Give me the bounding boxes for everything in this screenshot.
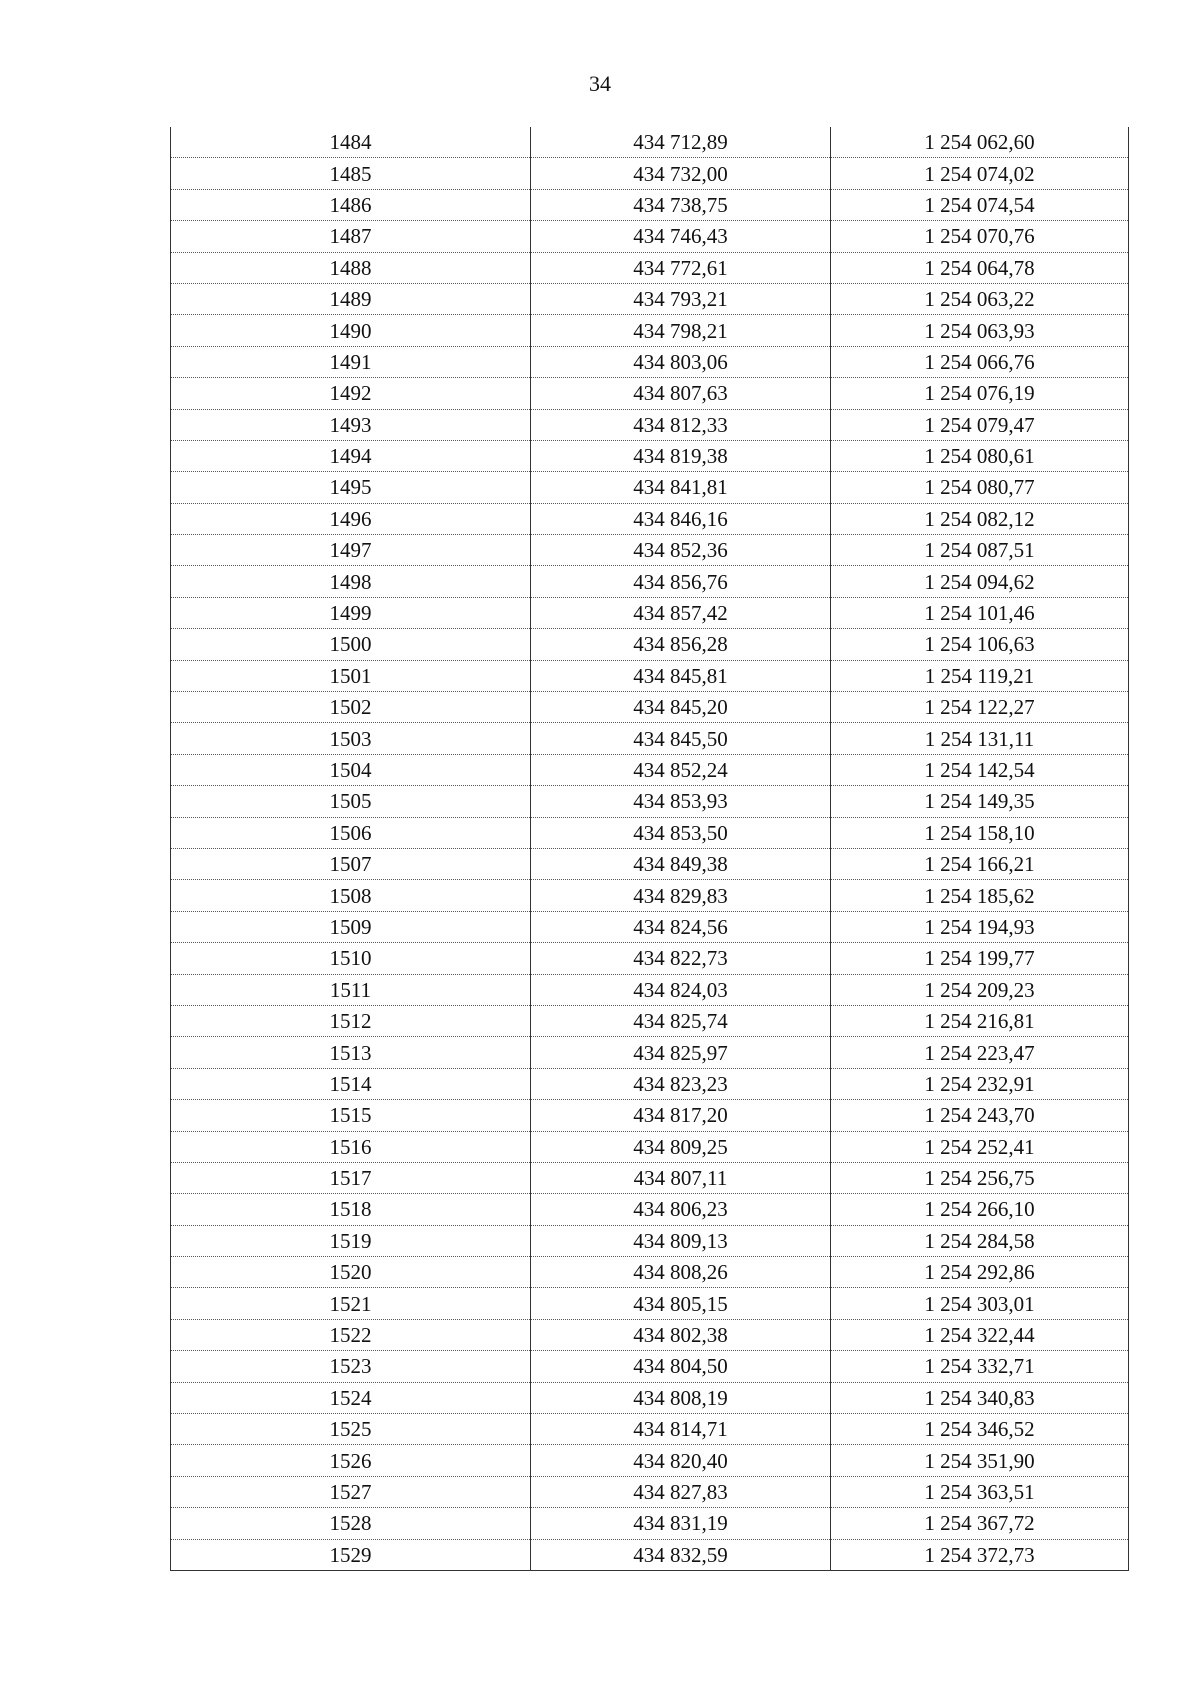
point-number-cell: 1495 <box>171 472 531 503</box>
point-number-cell: 1485 <box>171 158 531 189</box>
x-coordinate-cell: 434 820,40 <box>531 1445 831 1476</box>
x-coordinate-cell: 434 746,43 <box>531 221 831 252</box>
table-row <box>171 911 1129 942</box>
table-row <box>171 880 1129 911</box>
table-row <box>171 503 1129 534</box>
point-number-cell: 1499 <box>171 597 531 628</box>
x-coordinate-cell: 434 738,75 <box>531 189 831 220</box>
table-row <box>171 786 1129 817</box>
table-row <box>171 315 1129 346</box>
x-coordinate-cell: 434 829,83 <box>531 880 831 911</box>
y-coordinate-cell: 1 254 076,19 <box>831 378 1129 409</box>
point-number-cell: 1503 <box>171 723 531 754</box>
y-coordinate-cell: 1 254 106,63 <box>831 629 1129 660</box>
y-coordinate-cell: 1 254 332,71 <box>831 1351 1129 1382</box>
x-coordinate-cell: 434 732,00 <box>531 158 831 189</box>
table-row <box>171 409 1129 440</box>
table-row <box>171 472 1129 503</box>
point-number-cell: 1515 <box>171 1100 531 1131</box>
y-coordinate-cell: 1 254 372,73 <box>831 1539 1129 1570</box>
y-coordinate-cell: 1 254 070,76 <box>831 221 1129 252</box>
point-number-cell: 1508 <box>171 880 531 911</box>
x-coordinate-cell: 434 808,26 <box>531 1257 831 1288</box>
y-coordinate-cell: 1 254 158,10 <box>831 817 1129 848</box>
y-coordinate-cell: 1 254 079,47 <box>831 409 1129 440</box>
y-coordinate-cell: 1 254 243,70 <box>831 1100 1129 1131</box>
x-coordinate-cell: 434 845,50 <box>531 723 831 754</box>
point-number-cell: 1510 <box>171 943 531 974</box>
x-coordinate-cell: 434 841,81 <box>531 472 831 503</box>
y-coordinate-cell: 1 254 209,23 <box>831 974 1129 1005</box>
x-coordinate-cell: 434 845,20 <box>531 692 831 723</box>
x-coordinate-cell: 434 846,16 <box>531 503 831 534</box>
point-number-cell: 1520 <box>171 1257 531 1288</box>
table-row <box>171 158 1129 189</box>
table-row <box>171 1351 1129 1382</box>
table-row <box>171 1037 1129 1068</box>
table-row <box>171 1005 1129 1036</box>
x-coordinate-cell: 434 803,06 <box>531 346 831 377</box>
y-coordinate-cell: 1 254 223,47 <box>831 1037 1129 1068</box>
x-coordinate-cell: 434 819,38 <box>531 440 831 471</box>
point-number-cell: 1505 <box>171 786 531 817</box>
point-number-cell: 1493 <box>171 409 531 440</box>
point-number-cell: 1502 <box>171 692 531 723</box>
table-row <box>171 629 1129 660</box>
point-number-cell: 1507 <box>171 848 531 879</box>
point-number-cell: 1529 <box>171 1539 531 1570</box>
y-coordinate-cell: 1 254 216,81 <box>831 1005 1129 1036</box>
y-coordinate-cell: 1 254 080,77 <box>831 472 1129 503</box>
point-number-cell: 1498 <box>171 566 531 597</box>
y-coordinate-cell: 1 254 101,46 <box>831 597 1129 628</box>
y-coordinate-cell: 1 254 080,61 <box>831 440 1129 471</box>
point-number-cell: 1494 <box>171 440 531 471</box>
point-number-cell: 1489 <box>171 283 531 314</box>
point-number-cell: 1528 <box>171 1508 531 1539</box>
x-coordinate-cell: 434 806,23 <box>531 1194 831 1225</box>
x-coordinate-cell: 434 807,11 <box>531 1162 831 1193</box>
y-coordinate-cell: 1 254 094,62 <box>831 566 1129 597</box>
y-coordinate-cell: 1 254 064,78 <box>831 252 1129 283</box>
table-row <box>171 252 1129 283</box>
y-coordinate-cell: 1 254 346,52 <box>831 1414 1129 1445</box>
table-row <box>171 660 1129 691</box>
point-number-cell: 1523 <box>171 1351 531 1382</box>
table-row <box>171 1225 1129 1256</box>
y-coordinate-cell: 1 254 074,54 <box>831 189 1129 220</box>
table-row <box>171 1194 1129 1225</box>
y-coordinate-cell: 1 254 119,21 <box>831 660 1129 691</box>
table-row <box>171 692 1129 723</box>
table-row <box>171 597 1129 628</box>
point-number-cell: 1490 <box>171 315 531 346</box>
point-number-cell: 1521 <box>171 1288 531 1319</box>
table-row <box>171 943 1129 974</box>
x-coordinate-cell: 434 852,36 <box>531 535 831 566</box>
x-coordinate-cell: 434 822,73 <box>531 943 831 974</box>
y-coordinate-cell: 1 254 256,75 <box>831 1162 1129 1193</box>
table-row <box>171 440 1129 471</box>
point-number-cell: 1522 <box>171 1319 531 1350</box>
table-row <box>171 1100 1129 1131</box>
x-coordinate-cell: 434 805,15 <box>531 1288 831 1319</box>
y-coordinate-cell: 1 254 063,93 <box>831 315 1129 346</box>
y-coordinate-cell: 1 254 074,02 <box>831 158 1129 189</box>
table-row <box>171 378 1129 409</box>
point-number-cell: 1497 <box>171 535 531 566</box>
x-coordinate-cell: 434 809,25 <box>531 1131 831 1162</box>
x-coordinate-cell: 434 853,50 <box>531 817 831 848</box>
page-number: 34 <box>589 71 611 96</box>
point-number-cell: 1486 <box>171 189 531 220</box>
x-coordinate-cell: 434 802,38 <box>531 1319 831 1350</box>
coordinates-table <box>170 127 1129 1571</box>
point-number-cell: 1516 <box>171 1131 531 1162</box>
x-coordinate-cell: 434 824,56 <box>531 911 831 942</box>
y-coordinate-cell: 1 254 199,77 <box>831 943 1129 974</box>
table-row <box>171 566 1129 597</box>
y-coordinate-cell: 1 254 194,93 <box>831 911 1129 942</box>
point-number-cell: 1487 <box>171 221 531 252</box>
y-coordinate-cell: 1 254 232,91 <box>831 1068 1129 1099</box>
point-number-cell: 1496 <box>171 503 531 534</box>
table-row <box>171 754 1129 785</box>
y-coordinate-cell: 1 254 122,27 <box>831 692 1129 723</box>
x-coordinate-cell: 434 812,33 <box>531 409 831 440</box>
point-number-cell: 1506 <box>171 817 531 848</box>
y-coordinate-cell: 1 254 149,35 <box>831 786 1129 817</box>
point-number-cell: 1491 <box>171 346 531 377</box>
table-row <box>171 1476 1129 1507</box>
x-coordinate-cell: 434 825,97 <box>531 1037 831 1068</box>
x-coordinate-cell: 434 808,19 <box>531 1382 831 1413</box>
x-coordinate-cell: 434 825,74 <box>531 1005 831 1036</box>
x-coordinate-cell: 434 827,83 <box>531 1476 831 1507</box>
table-row <box>171 1414 1129 1445</box>
point-number-cell: 1517 <box>171 1162 531 1193</box>
table-row <box>171 221 1129 252</box>
point-number-cell: 1488 <box>171 252 531 283</box>
table-row <box>171 1445 1129 1476</box>
x-coordinate-cell: 434 798,21 <box>531 315 831 346</box>
table-row <box>171 848 1129 879</box>
coordinates-table-body <box>171 127 1129 1570</box>
x-coordinate-cell: 434 793,21 <box>531 283 831 314</box>
y-coordinate-cell: 1 254 284,58 <box>831 1225 1129 1256</box>
y-coordinate-cell: 1 254 062,60 <box>831 127 1129 158</box>
x-coordinate-cell: 434 814,71 <box>531 1414 831 1445</box>
x-coordinate-cell: 434 824,03 <box>531 974 831 1005</box>
point-number-cell: 1513 <box>171 1037 531 1068</box>
y-coordinate-cell: 1 254 322,44 <box>831 1319 1129 1350</box>
y-coordinate-cell: 1 254 252,41 <box>831 1131 1129 1162</box>
y-coordinate-cell: 1 254 082,12 <box>831 503 1129 534</box>
y-coordinate-cell: 1 254 066,76 <box>831 346 1129 377</box>
y-coordinate-cell: 1 254 303,01 <box>831 1288 1129 1319</box>
x-coordinate-cell: 434 832,59 <box>531 1539 831 1570</box>
table-row <box>171 817 1129 848</box>
table-row <box>171 1382 1129 1413</box>
x-coordinate-cell: 434 857,42 <box>531 597 831 628</box>
point-number-cell: 1500 <box>171 629 531 660</box>
x-coordinate-cell: 434 772,61 <box>531 252 831 283</box>
table-row <box>171 189 1129 220</box>
point-number-cell: 1504 <box>171 754 531 785</box>
table-row <box>171 974 1129 1005</box>
table-row <box>171 1162 1129 1193</box>
x-coordinate-cell: 434 809,13 <box>531 1225 831 1256</box>
table-row <box>171 1257 1129 1288</box>
point-number-cell: 1524 <box>171 1382 531 1413</box>
x-coordinate-cell: 434 831,19 <box>531 1508 831 1539</box>
table-row <box>171 283 1129 314</box>
table-row <box>171 1131 1129 1162</box>
table-row <box>171 1319 1129 1350</box>
x-coordinate-cell: 434 845,81 <box>531 660 831 691</box>
point-number-cell: 1527 <box>171 1476 531 1507</box>
y-coordinate-cell: 1 254 367,72 <box>831 1508 1129 1539</box>
point-number-cell: 1526 <box>171 1445 531 1476</box>
y-coordinate-cell: 1 254 142,54 <box>831 754 1129 785</box>
y-coordinate-cell: 1 254 166,21 <box>831 848 1129 879</box>
y-coordinate-cell: 1 254 292,86 <box>831 1257 1129 1288</box>
y-coordinate-cell: 1 254 340,83 <box>831 1382 1129 1413</box>
x-coordinate-cell: 434 849,38 <box>531 848 831 879</box>
point-number-cell: 1509 <box>171 911 531 942</box>
y-coordinate-cell: 1 254 363,51 <box>831 1476 1129 1507</box>
point-number-cell: 1525 <box>171 1414 531 1445</box>
x-coordinate-cell: 434 852,24 <box>531 754 831 785</box>
table-row <box>171 1539 1129 1570</box>
table-row <box>171 346 1129 377</box>
x-coordinate-cell: 434 807,63 <box>531 378 831 409</box>
y-coordinate-cell: 1 254 131,11 <box>831 723 1129 754</box>
point-number-cell: 1501 <box>171 660 531 691</box>
y-coordinate-cell: 1 254 087,51 <box>831 535 1129 566</box>
x-coordinate-cell: 434 712,89 <box>531 127 831 158</box>
point-number-cell: 1512 <box>171 1005 531 1036</box>
point-number-cell: 1518 <box>171 1194 531 1225</box>
y-coordinate-cell: 1 254 185,62 <box>831 880 1129 911</box>
x-coordinate-cell: 434 823,23 <box>531 1068 831 1099</box>
y-coordinate-cell: 1 254 351,90 <box>831 1445 1129 1476</box>
point-number-cell: 1484 <box>171 127 531 158</box>
y-coordinate-cell: 1 254 063,22 <box>831 283 1129 314</box>
table-row <box>171 1068 1129 1099</box>
table-row <box>171 535 1129 566</box>
x-coordinate-cell: 434 856,28 <box>531 629 831 660</box>
x-coordinate-cell: 434 856,76 <box>531 566 831 597</box>
table-row <box>171 1288 1129 1319</box>
x-coordinate-cell: 434 804,50 <box>531 1351 831 1382</box>
x-coordinate-cell: 434 817,20 <box>531 1100 831 1131</box>
point-number-cell: 1492 <box>171 378 531 409</box>
x-coordinate-cell: 434 853,93 <box>531 786 831 817</box>
y-coordinate-cell: 1 254 266,10 <box>831 1194 1129 1225</box>
table-row <box>171 1508 1129 1539</box>
point-number-cell: 1511 <box>171 974 531 1005</box>
table-row <box>171 127 1129 158</box>
point-number-cell: 1514 <box>171 1068 531 1099</box>
point-number-cell: 1519 <box>171 1225 531 1256</box>
table-row <box>171 723 1129 754</box>
